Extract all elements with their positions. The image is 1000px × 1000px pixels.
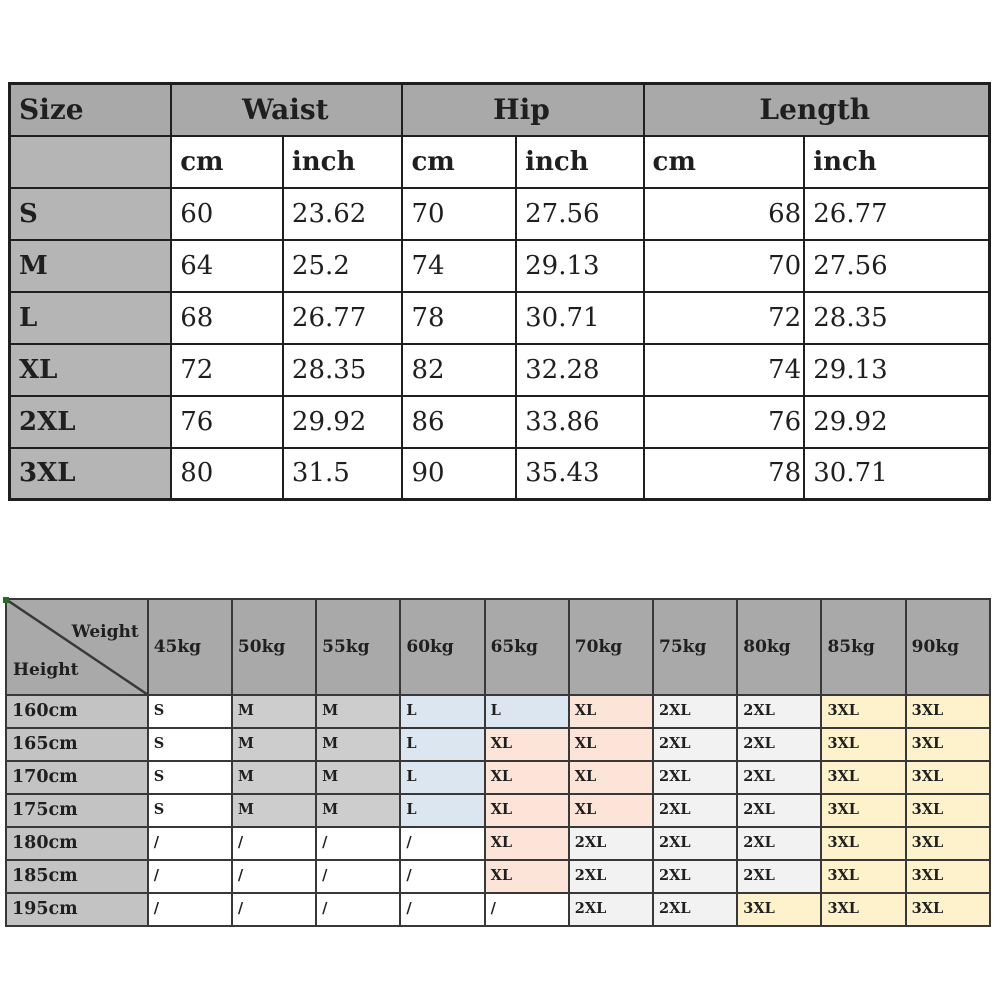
length-inch-value: 28.35 xyxy=(804,292,989,344)
fit-size-cell: 3XL xyxy=(821,794,905,827)
waist-inch-value: 25.2 xyxy=(283,240,403,292)
fit-size-cell: / xyxy=(232,893,316,926)
fit-size-cell: 3XL xyxy=(737,893,821,926)
size-chart-row xyxy=(10,240,990,292)
fit-size-cell: 2XL xyxy=(653,893,737,926)
weight-header-cell: 65kg xyxy=(485,599,569,695)
fit-size-cell: 2XL xyxy=(737,695,821,728)
height-cell: 185cm xyxy=(6,860,148,893)
fit-size-cell: XL xyxy=(569,761,653,794)
hip-cm-value: 82 xyxy=(402,344,516,396)
size-chart-row xyxy=(10,396,990,448)
fit-chart-row xyxy=(6,728,990,761)
waist-cm-value: 72 xyxy=(171,344,283,396)
fit-size-cell: L xyxy=(485,695,569,728)
weight-header-cell: 85kg xyxy=(821,599,905,695)
fit-size-cell: XL xyxy=(485,860,569,893)
fit-size-cell: / xyxy=(485,893,569,926)
fit-size-cell: 3XL xyxy=(821,860,905,893)
weight-header-cell: 45kg xyxy=(148,599,232,695)
fit-size-cell: 2XL xyxy=(569,860,653,893)
fit-size-cell: 3XL xyxy=(821,827,905,860)
waist-inch-value: 26.77 xyxy=(283,292,403,344)
fit-size-cell: 2XL xyxy=(737,794,821,827)
fit-size-cell: L xyxy=(400,794,484,827)
fit-size-cell: L xyxy=(400,695,484,728)
length-inch-value: 29.13 xyxy=(804,344,989,396)
hip-inch-value: 33.86 xyxy=(516,396,643,448)
fit-size-cell: XL xyxy=(569,794,653,827)
size-chart-table xyxy=(8,82,991,501)
hip-inch-value: 35.43 xyxy=(516,448,643,500)
corner-artifact-dot xyxy=(3,597,9,603)
size-chart-header-row xyxy=(10,84,990,136)
fit-size-cell: 3XL xyxy=(906,728,990,761)
fit-size-cell: 3XL xyxy=(906,794,990,827)
fit-size-cell: / xyxy=(316,893,400,926)
hip-inch-value: 30.71 xyxy=(516,292,643,344)
fit-size-cell: XL xyxy=(485,761,569,794)
length-cm-header: cm xyxy=(644,136,805,188)
size-chart-row xyxy=(10,448,990,500)
waist-cm-value: 60 xyxy=(171,188,283,240)
fit-size-cell: 2XL xyxy=(653,761,737,794)
size-cell: 3XL xyxy=(10,448,172,500)
waist-inch-header: inch xyxy=(283,136,403,188)
fit-size-cell: / xyxy=(400,893,484,926)
hip-cm-value: 70 xyxy=(402,188,516,240)
fit-size-cell: 2XL xyxy=(653,794,737,827)
length-inch-value: 30.71 xyxy=(804,448,989,500)
length-inch-value: 26.77 xyxy=(804,188,989,240)
fit-size-cell: 3XL xyxy=(821,695,905,728)
size-column-header: Size xyxy=(10,84,172,136)
size-cell: XL xyxy=(10,344,172,396)
fit-size-cell: M xyxy=(316,695,400,728)
weight-header-row xyxy=(6,599,990,695)
fit-size-cell: L xyxy=(400,728,484,761)
size-chart-units-row xyxy=(10,136,990,188)
fit-size-cell: S xyxy=(148,695,232,728)
weight-header-cell: 50kg xyxy=(232,599,316,695)
fit-size-cell: 3XL xyxy=(906,827,990,860)
fit-size-cell: 2XL xyxy=(653,728,737,761)
fit-size-cell: M xyxy=(232,794,316,827)
weight-header-cell: 70kg xyxy=(569,599,653,695)
length-column-header: Length xyxy=(644,84,990,136)
weight-axis-label: Weight xyxy=(71,622,139,642)
length-cm-value: 72 xyxy=(644,292,805,344)
fit-chart-row xyxy=(6,827,990,860)
height-axis-label: Height xyxy=(13,660,79,680)
fit-size-cell: / xyxy=(148,827,232,860)
units-row-empty-cell xyxy=(10,136,172,188)
fit-size-cell: S xyxy=(148,794,232,827)
hip-inch-header: inch xyxy=(516,136,643,188)
fit-size-cell: 2XL xyxy=(737,860,821,893)
fit-size-cell: 2XL xyxy=(653,695,737,728)
fit-size-cell: M xyxy=(316,761,400,794)
fit-size-cell: 2XL xyxy=(653,860,737,893)
fit-size-cell: M xyxy=(316,794,400,827)
fit-size-cell: 2XL xyxy=(569,827,653,860)
fit-size-cell: L xyxy=(400,761,484,794)
fit-size-cell: M xyxy=(232,728,316,761)
fit-size-cell: 2XL xyxy=(737,827,821,860)
fit-size-cell: / xyxy=(400,827,484,860)
fit-size-cell: / xyxy=(232,827,316,860)
hip-inch-value: 29.13 xyxy=(516,240,643,292)
fit-size-cell: / xyxy=(148,860,232,893)
fit-size-cell: / xyxy=(232,860,316,893)
weight-header-cell: 80kg xyxy=(737,599,821,695)
fit-size-cell: 3XL xyxy=(906,761,990,794)
length-cm-value: 68 xyxy=(644,188,805,240)
fit-size-cell: M xyxy=(316,728,400,761)
hip-cm-value: 74 xyxy=(402,240,516,292)
length-cm-value: 76 xyxy=(644,396,805,448)
fit-chart-row xyxy=(6,893,990,926)
fit-size-cell: XL xyxy=(485,794,569,827)
hip-cm-value: 78 xyxy=(402,292,516,344)
waist-column-header: Waist xyxy=(171,84,402,136)
fit-size-cell: 2XL xyxy=(737,728,821,761)
fit-chart-body xyxy=(6,695,990,926)
corner-cell xyxy=(6,599,148,695)
fit-size-cell: 3XL xyxy=(821,728,905,761)
fit-size-cell: 2XL xyxy=(737,761,821,794)
waist-cm-value: 64 xyxy=(171,240,283,292)
fit-size-cell: 3XL xyxy=(906,695,990,728)
size-cell: L xyxy=(10,292,172,344)
fit-size-cell: XL xyxy=(485,728,569,761)
length-inch-value: 29.92 xyxy=(804,396,989,448)
hip-inch-value: 32.28 xyxy=(516,344,643,396)
size-chart-row xyxy=(10,344,990,396)
height-cell: 165cm xyxy=(6,728,148,761)
hip-cm-value: 86 xyxy=(402,396,516,448)
hip-inch-value: 27.56 xyxy=(516,188,643,240)
fit-size-cell: XL xyxy=(485,827,569,860)
fit-size-cell: 2XL xyxy=(569,893,653,926)
weight-header-cell: 60kg xyxy=(400,599,484,695)
fit-chart-row xyxy=(6,794,990,827)
weight-header-cell: 55kg xyxy=(316,599,400,695)
height-cell: 195cm xyxy=(6,893,148,926)
length-inch-header: inch xyxy=(804,136,989,188)
weight-header-cell: 75kg xyxy=(653,599,737,695)
fit-chart-row xyxy=(6,761,990,794)
height-cell: 170cm xyxy=(6,761,148,794)
size-cell: 2XL xyxy=(10,396,172,448)
size-chart-row xyxy=(10,188,990,240)
height-cell: 175cm xyxy=(6,794,148,827)
waist-inch-value: 28.35 xyxy=(283,344,403,396)
height-cell: 180cm xyxy=(6,827,148,860)
waist-inch-value: 29.92 xyxy=(283,396,403,448)
length-inch-value: 27.56 xyxy=(804,240,989,292)
hip-cm-header: cm xyxy=(402,136,516,188)
waist-inch-value: 31.5 xyxy=(283,448,403,500)
fit-chart-row xyxy=(6,695,990,728)
length-cm-value: 78 xyxy=(644,448,805,500)
fit-size-cell: / xyxy=(400,860,484,893)
fit-size-cell: 3XL xyxy=(821,893,905,926)
fit-size-cell: / xyxy=(148,893,232,926)
fit-size-cell: XL xyxy=(569,695,653,728)
fit-size-cell: / xyxy=(316,860,400,893)
size-cell: S xyxy=(10,188,172,240)
fit-size-cell: 3XL xyxy=(906,860,990,893)
hip-column-header: Hip xyxy=(402,84,643,136)
height-cell: 160cm xyxy=(6,695,148,728)
fit-size-cell: 3XL xyxy=(906,893,990,926)
fit-size-cell: S xyxy=(148,761,232,794)
fit-size-cell: XL xyxy=(569,728,653,761)
waist-cm-value: 76 xyxy=(171,396,283,448)
weight-header-cell: 90kg xyxy=(906,599,990,695)
waist-cm-value: 80 xyxy=(171,448,283,500)
fit-size-cell: 2XL xyxy=(653,827,737,860)
fit-size-cell: / xyxy=(316,827,400,860)
waist-cm-header: cm xyxy=(171,136,283,188)
fit-size-cell: M xyxy=(232,695,316,728)
length-cm-value: 74 xyxy=(644,344,805,396)
fit-chart-row xyxy=(6,860,990,893)
size-chart-row xyxy=(10,292,990,344)
waist-cm-value: 68 xyxy=(171,292,283,344)
hip-cm-value: 90 xyxy=(402,448,516,500)
fit-size-cell: M xyxy=(232,761,316,794)
fit-size-cell: S xyxy=(148,728,232,761)
fit-size-cell: 3XL xyxy=(821,761,905,794)
size-cell: M xyxy=(10,240,172,292)
length-cm-value: 70 xyxy=(644,240,805,292)
size-chart-body xyxy=(10,188,990,500)
waist-inch-value: 23.62 xyxy=(283,188,403,240)
height-weight-table xyxy=(5,598,991,927)
